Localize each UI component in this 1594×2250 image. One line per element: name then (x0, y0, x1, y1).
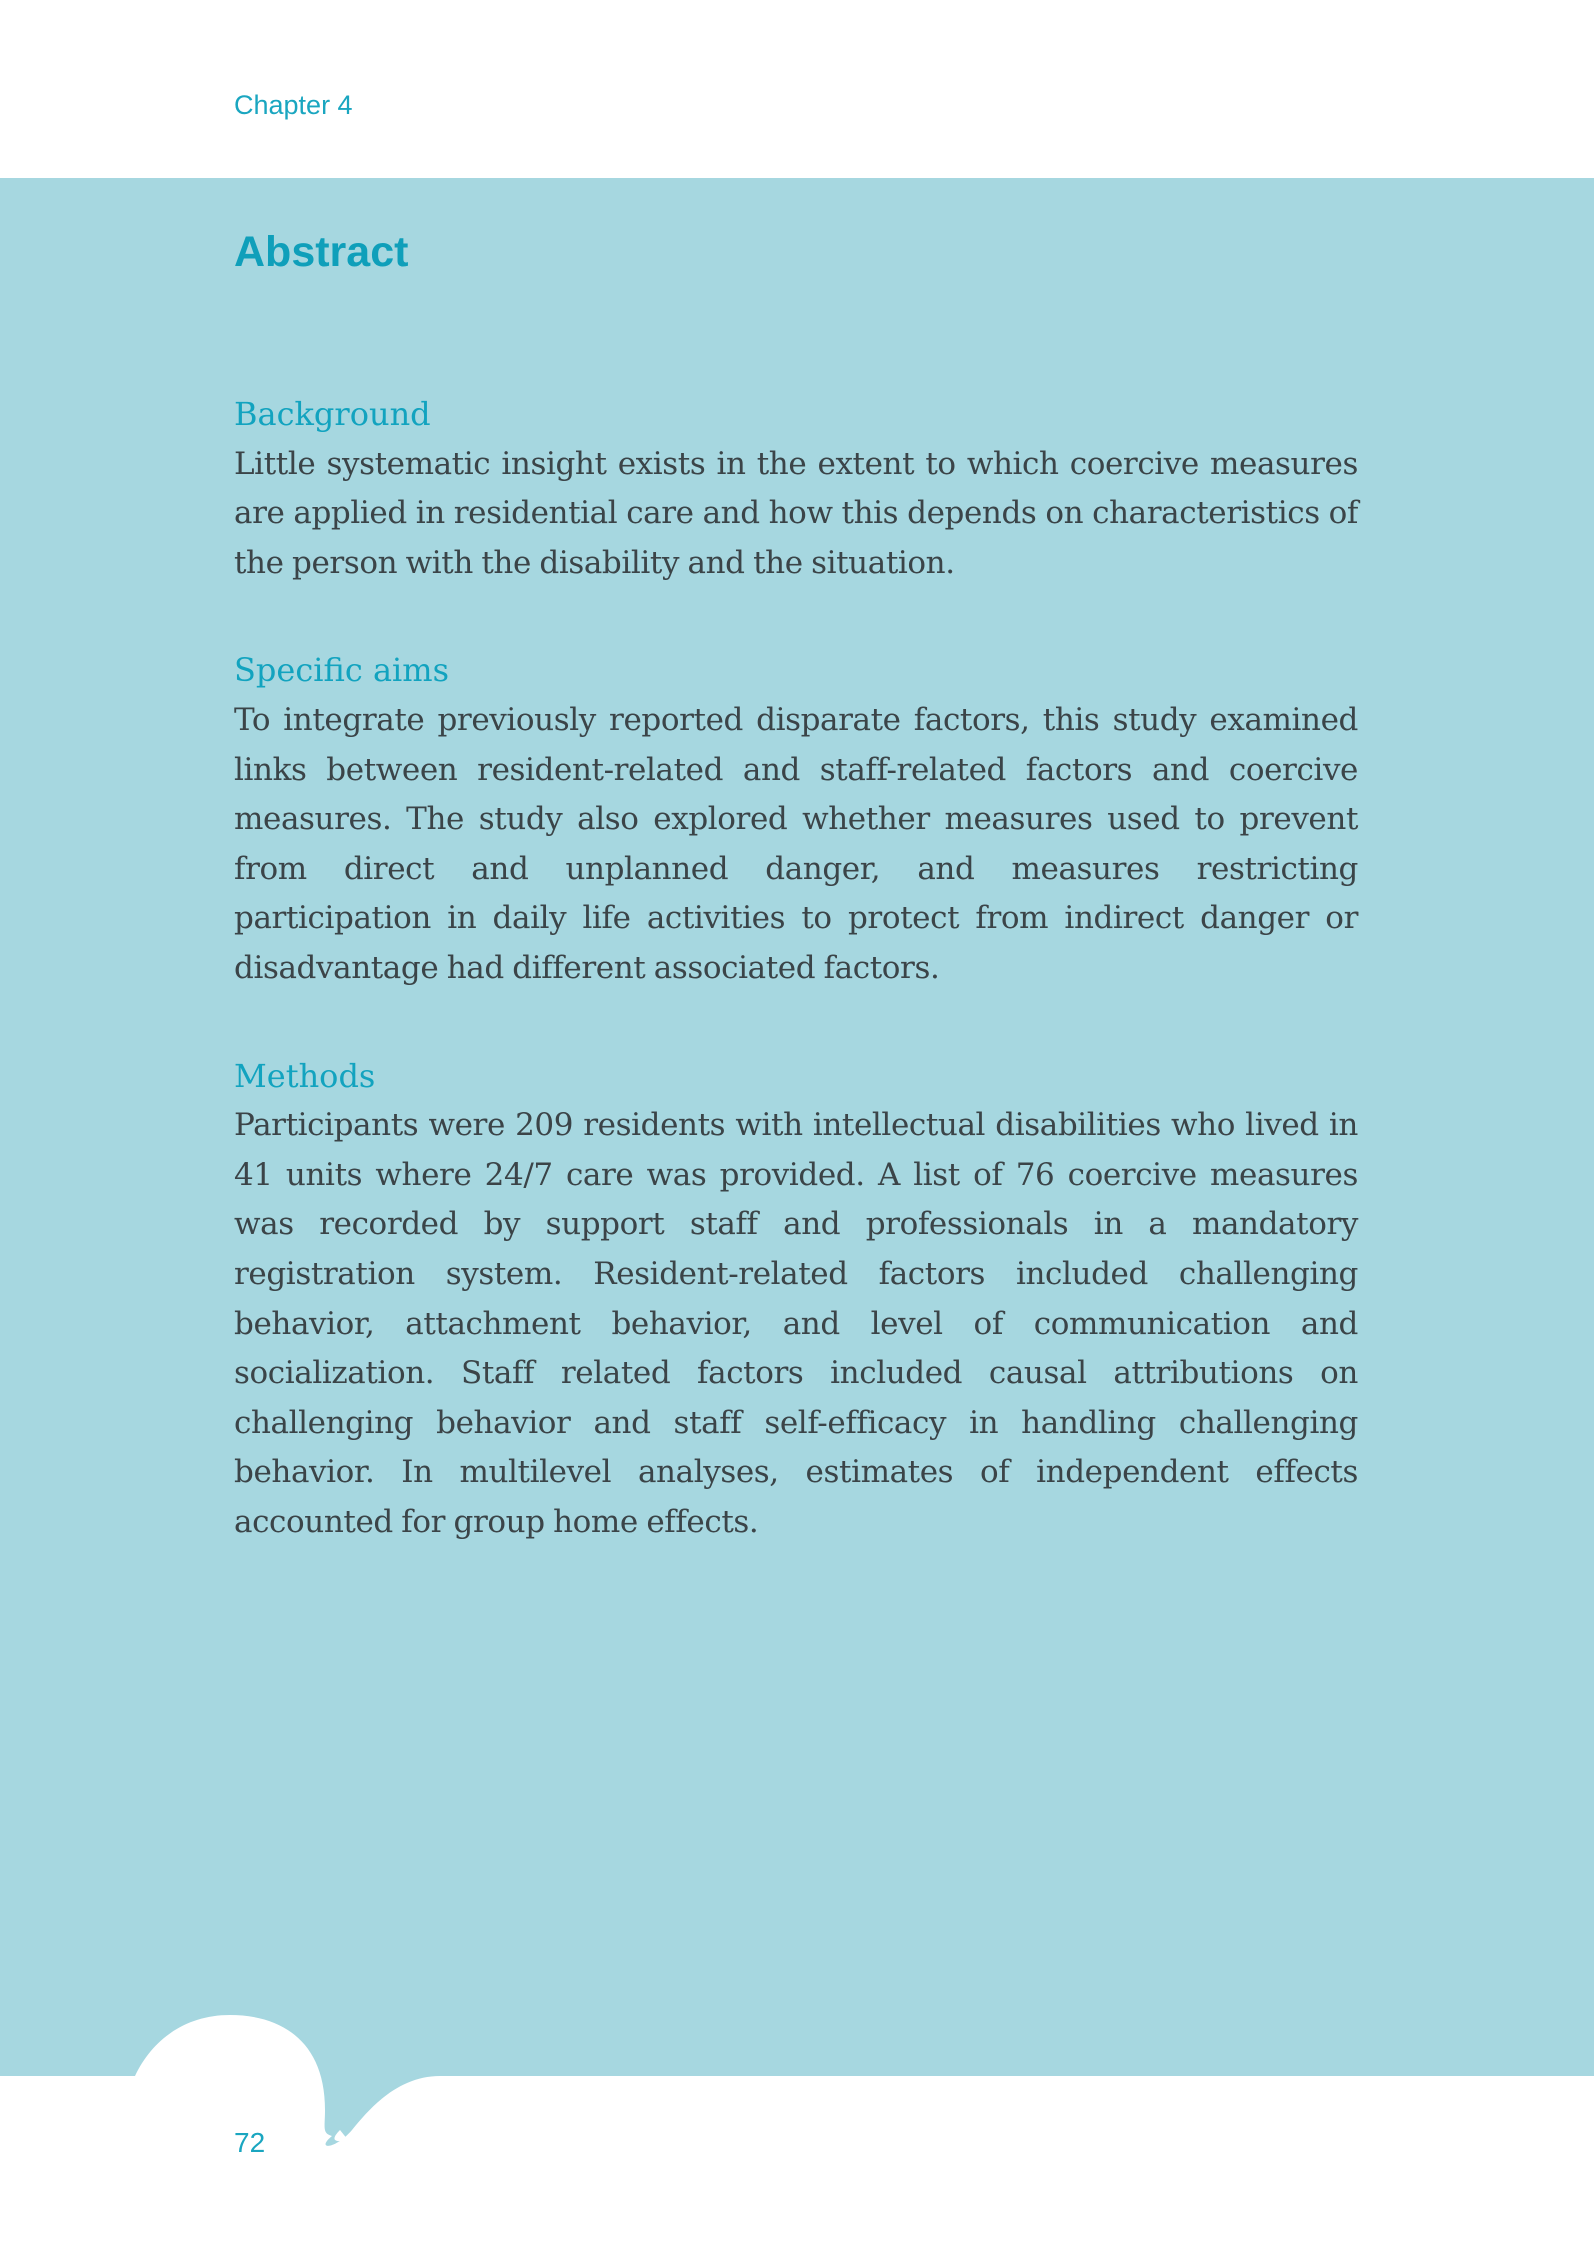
page-number: 72 (234, 2127, 266, 2158)
section-specific-aims (234, 646, 1358, 993)
section-body-background: Little systematic insight exists in the extent to which coercive measures are applied in residential care and how this depends on characteristics of the person with the disability and the situation. (234, 445, 1358, 581)
section-body-methods: Participants were 209 residents with intellectual disabilities who lived in 41 units where 24/7 care was provided. A list of 76 coercive measures was recorded by support staff and professionals in a mandatory registration system. Resident-related factors included challenging behavior, attachment behavior, and level of communication and socialization. Staff related factors included causal attributions on challenging behavior and staff self-efficacy in handling challenging behavior. In multilevel analyses, estimates of independent effects accounted for group home effects. (234, 1107, 1358, 1540)
abstract-content (234, 224, 1358, 1547)
section-heading-methods: Methods (234, 1056, 376, 1095)
chapter-label: Chapter 4 (234, 90, 353, 120)
section-heading-background: Background (234, 395, 431, 433)
abstract-title: Abstract (234, 228, 409, 276)
section-heading-specific-aims: Specific aims (234, 651, 450, 690)
section-background (234, 390, 1358, 588)
section-methods (234, 1052, 1358, 1548)
section-body-specific-aims: To integrate previously reported disparate factors, this study examined links between resident-related and staff-related factors and coercive measures. The study also explored whether measures used to prevent from direct and unplanned danger, and measures restricting participation in daily life activities to protect from indirect danger or disadvantage had different associated factors. (234, 701, 1358, 986)
